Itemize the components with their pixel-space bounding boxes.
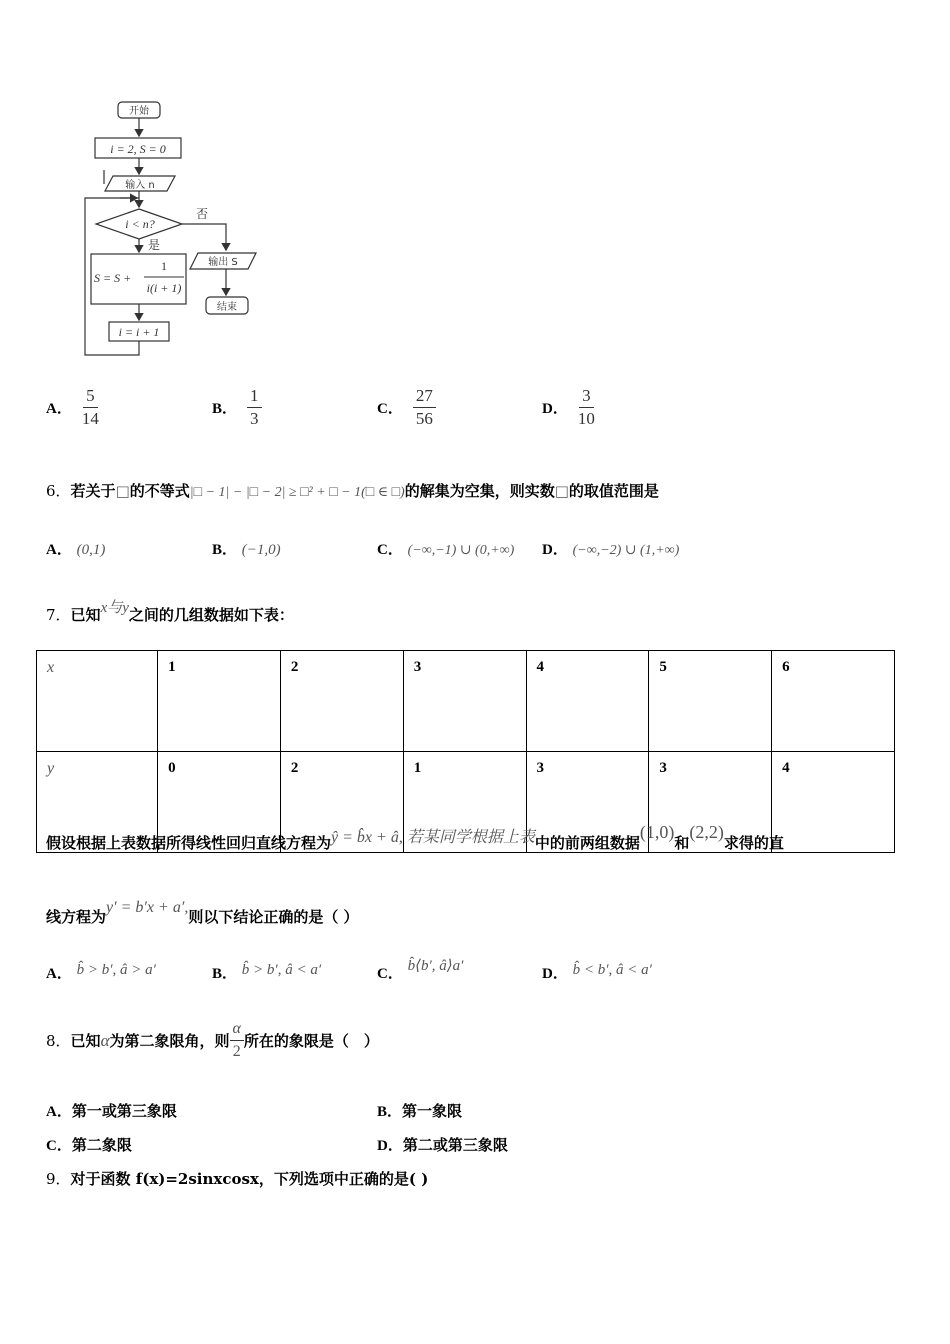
q7-line3: 线方程为y′ = b′x + a′,则以下结论正确的是（ ） [46, 899, 359, 926]
alpha-half-fraction: $\frac{\alpha}{2}$ [230, 1018, 244, 1063]
fraction: $\frac{5}{14}$ [81, 386, 99, 428]
regression-eq-2: y′ = b′x + a′, [106, 899, 189, 916]
flow-process-num: 1 [161, 259, 167, 273]
q8-option-c[interactable]: C．第二象限 [46, 1136, 132, 1154]
table-row [37, 651, 895, 752]
question-number: 7． [46, 606, 71, 624]
table-cell: 2 [280, 752, 403, 853]
q6-option-b[interactable]: B． (−1,0) [212, 542, 281, 558]
table-header-y: y [37, 752, 158, 853]
option-label: C． [377, 401, 403, 417]
flow-input-text: 输入 n [125, 180, 155, 191]
q8-option-d[interactable]: D．第二或第三象限 [377, 1136, 508, 1154]
question-number: 9． [46, 1170, 71, 1188]
fraction: $\frac{3}{10}$ [577, 386, 595, 428]
q7-line2: 假设根据上表数据所得线性回归直线方程为ŷ = b̂x + â, 若某同学根据上表中的前两组数据(1,0)和(2,2)求得的直 [46, 822, 784, 852]
data-table [36, 650, 895, 853]
table-cell: 3 [403, 651, 526, 752]
q8-option-a[interactable]: A．第一或第三象限 [46, 1102, 177, 1120]
table-cell: 4 [772, 752, 895, 853]
q7-option-d[interactable]: D． b̂ < b′, â < a′ [542, 962, 652, 982]
table-cell: 3 [526, 752, 649, 853]
flow-start-text: 开始 [129, 106, 149, 117]
fraction: $\frac{27}{56}$ [413, 385, 436, 430]
placeholder-box: □ [115, 482, 130, 500]
table-cell: 4 [526, 651, 649, 752]
q5-option-b[interactable] [212, 385, 262, 430]
table-cell: 1 [403, 752, 526, 853]
placeholder-box: □ [554, 482, 569, 500]
q9-stem: 9．对于函数 f(x)=2sinxcosx，下列选项中正确的是( ) [46, 1170, 429, 1188]
table-header-x: x [37, 651, 158, 752]
flow-process-den: i(i + 1) [146, 281, 182, 295]
q5-option-a[interactable] [46, 385, 99, 430]
alpha: α [100, 1030, 110, 1050]
q7-stem: 7．已知x与y之间的几组数据如下表： [46, 600, 294, 624]
flow-init-text: i = 2, S = 0 [110, 142, 166, 156]
flowchart [80, 95, 270, 365]
question-number: 6． [46, 482, 71, 500]
q6-option-c[interactable]: C． (−∞,−1) ∪ (0,+∞) [377, 542, 515, 558]
q8-stem: 8． 已知 α 为第二象限角，则 $\frac{\alpha}{2}$ 所在的象限是（ ） [46, 1018, 379, 1063]
question-number: 8． [46, 1032, 71, 1050]
flow-end-text: 结束 [217, 302, 237, 313]
point-1: (1,0) [639, 822, 675, 842]
q7-option-a[interactable]: A． b̂ > b′, â > a′ [46, 962, 156, 982]
flow-yes-text: 是 [148, 238, 161, 252]
table-cell: 5 [649, 651, 772, 752]
q6-option-d[interactable]: D． (−∞,−2) ∪ (1,+∞) [542, 542, 680, 558]
table-cell: 0 [158, 752, 281, 853]
q7-option-b[interactable]: B． b̂ > b′, â < a′ [212, 962, 322, 982]
fraction: $\frac{1}{3}$ [247, 385, 262, 430]
vars: x与y [100, 600, 129, 616]
option-label: B． [212, 401, 238, 417]
regression-eq: ŷ = b̂x + â, 若某同学根据上表 [331, 829, 535, 846]
table-cell: 6 [772, 651, 895, 752]
q6-stem: 6．若关于□的不等式|□ − 1| − |□ − 2| ≥ □² + □ − 1(□ ∈ □)的解集为空集，则实数□的取值范围是 [46, 482, 659, 500]
q5-option-d[interactable] [542, 385, 595, 430]
q7-option-c[interactable]: C． b̂⟨b′, â⟩a′ [377, 958, 464, 982]
q5-option-c[interactable] [377, 385, 436, 430]
inequality: |□ − 1| − |□ − 2| ≥ □² + □ − 1(□ ∈ □) [189, 485, 405, 500]
flow-no-text: 否 [196, 207, 209, 221]
table-cell: 2 [280, 651, 403, 752]
flow-condition-text: i < n? [125, 217, 155, 231]
flow-output-text: 输出 S [208, 257, 238, 268]
q8-option-b[interactable]: B．第一象限 [377, 1102, 463, 1120]
table-cell: 1 [158, 651, 281, 752]
option-label: A． [46, 401, 72, 417]
table-cell: 3 [649, 752, 772, 853]
q6-option-a[interactable]: A． (0,1) [46, 542, 106, 558]
flow-process-lhs: S = S + [94, 271, 132, 285]
flow-increment-text: i = i + 1 [118, 325, 160, 339]
point-2: (2,2) [689, 822, 724, 842]
option-label: D． [542, 401, 568, 417]
